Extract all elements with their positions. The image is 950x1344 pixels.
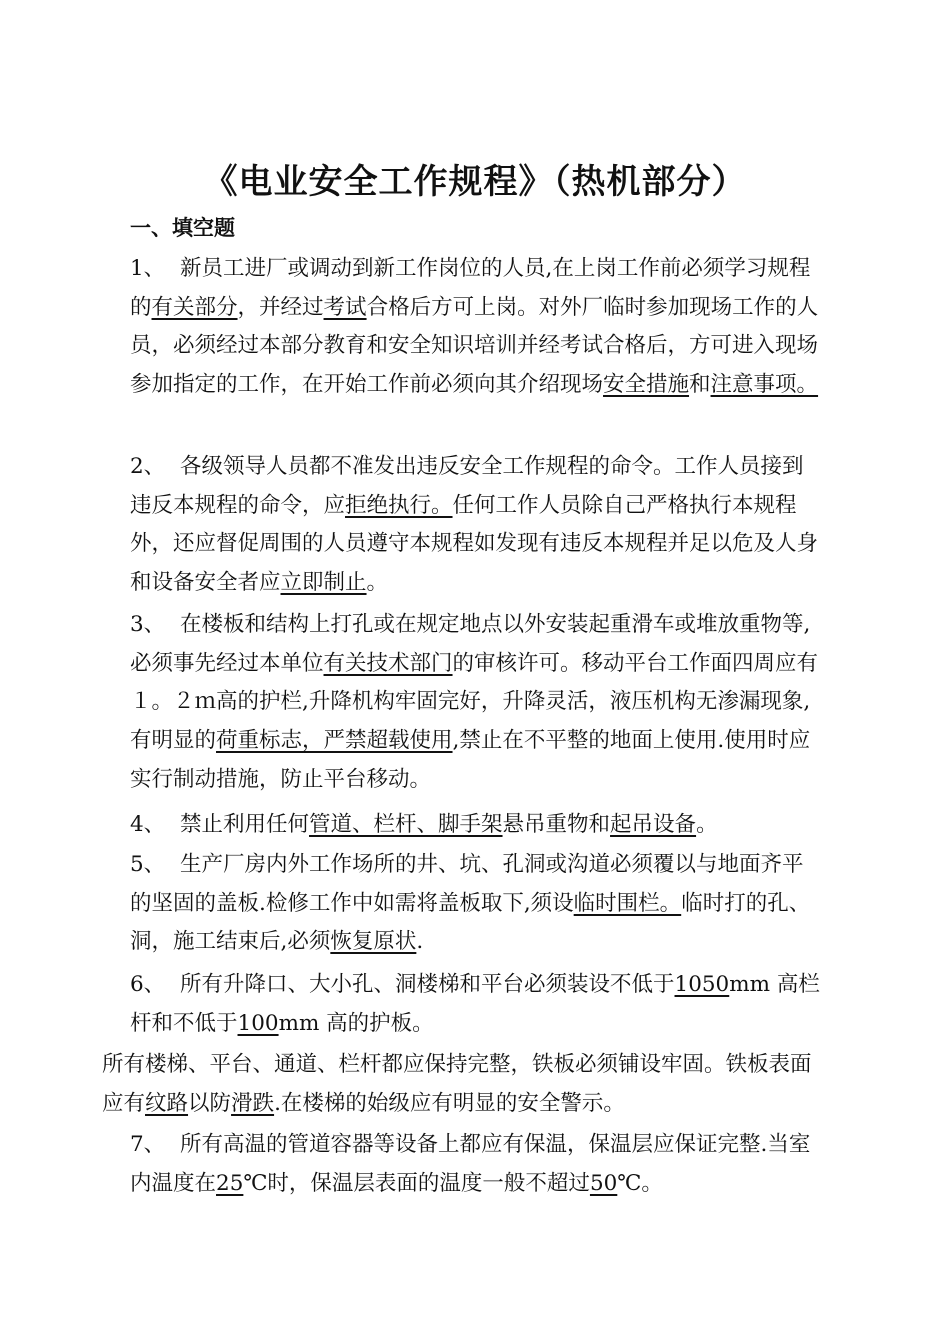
answer-blank: 25 <box>216 1170 244 1196</box>
paragraph-text <box>102 1052 812 1116</box>
text-run: ，并经过 <box>237 294 324 320</box>
answer-blank: 100 <box>237 1010 279 1036</box>
answer-blank: 50 <box>589 1170 618 1196</box>
text-run: 所有高温的管道容器等设备上都应有保温，保温层应保证完整.当室内温度在 <box>130 1132 811 1196</box>
question-number: 5、 <box>130 852 166 877</box>
question-text <box>130 256 818 397</box>
answer-blank: 管道、栏杆、脚手架 <box>309 812 503 837</box>
question-item-7 <box>130 1126 824 1203</box>
question-text <box>130 612 818 792</box>
text-run: 生产厂房内外工作场所的井、坑、孔洞或沟道必须覆以与地面齐平的坚固的盖板.检修工作中如需将盖板取下,须设 <box>130 852 804 916</box>
question-item-1 <box>130 250 824 405</box>
document-title: 《电业安全工作规程》（热机部分） <box>203 162 747 202</box>
section-heading: 一、填空题 <box>130 216 235 240</box>
answer-blank: 拒绝执行。 <box>345 492 453 518</box>
text-run: 悬吊重物和 <box>502 812 611 837</box>
text-run: ℃。 <box>617 1170 663 1196</box>
answer-blank: 有关技术部门 <box>323 650 453 676</box>
answer-blank: 有关部分 <box>151 294 238 320</box>
question-item-6 <box>130 966 824 1043</box>
text-run: mm 高栏杆和不低于 <box>130 972 820 1036</box>
text-run: ℃时，保温层表面的温度一般不超过 <box>243 1170 590 1196</box>
question-text <box>130 852 810 954</box>
text-run: 临时打的孔、洞，施工结束后,必须 <box>130 890 811 955</box>
answer-blank: 纹路 <box>145 1090 189 1116</box>
answer-blank: 临时围栏。 <box>573 890 682 916</box>
text-run: 任何工作人员除自己严格执行本规程外，还应督促周围的人员遵守本规程如发现有违反本规程并足以危及人身和设备安全者应 <box>130 492 819 596</box>
question-number: 4、 <box>130 812 166 837</box>
question-number: 2、 <box>130 454 166 479</box>
text-run: 所有楼梯、平台、通道、栏杆都应保持完整，铁板必须铺设牢固。铁板表面应有 <box>102 1052 812 1116</box>
text-run: . <box>416 929 424 955</box>
answer-blank: 荷重标志，严禁超载使用 <box>216 728 453 754</box>
text-run: 以防 <box>188 1090 232 1116</box>
text-run: ,禁止在不平整的地面上使用.使用时应实行制动措施，防止平台移动。 <box>130 728 811 792</box>
answer-blank: 安全措施 <box>603 372 690 398</box>
text-run: 。 <box>366 570 389 596</box>
text-run: 在楼板和结构上打孔或在规定地点以外安装起重滑车或堆放重物等,必须事先经过本单位 <box>130 612 811 676</box>
question-text <box>130 454 818 595</box>
answer-blank: 起吊设备 <box>610 812 697 837</box>
question-item-2 <box>130 448 824 603</box>
question-text <box>180 812 718 837</box>
question-number: 7、 <box>130 1132 166 1157</box>
answer-blank: 1050 <box>674 972 730 997</box>
text-run: 。 <box>696 812 718 837</box>
question-number: 6、 <box>130 972 166 997</box>
text-run: 所有升降口、大小孔、洞楼梯和平台必须装设不低于 <box>180 972 675 997</box>
answer-blank: 考试 <box>323 294 367 320</box>
question-item-3 <box>130 606 824 800</box>
question-number: 1、 <box>130 256 166 281</box>
question-text <box>130 972 820 1036</box>
plain-paragraph <box>102 1046 824 1123</box>
answer-blank: 立即制止 <box>280 570 367 596</box>
question-item-5 <box>130 846 824 962</box>
text-run: .在楼梯的始级应有明显的安全警示。 <box>274 1090 625 1116</box>
answer-blank: 注意事项。 <box>710 372 819 398</box>
text-run: 的审核许可。移动平台工作面四周应有１。２ｍ高的护栏,升降机构牢固完好，升降灵活，液压机构无渗漏现象,有明显的 <box>130 650 819 754</box>
text-run: 和 <box>689 372 711 398</box>
question-number: 3、 <box>130 612 166 637</box>
text-run: 新员工进厂或调动到新工作岗位的人员,在上岗工作前必须学习规程的 <box>130 256 811 320</box>
text-run: 合格后方可上岗。对外厂临时参加现场工作的人员，必须经过本部分教育和安全知识培训并经考试合格后，方可进入现场参加指定的工作，在开始工作前必须向其介绍现场 <box>130 294 819 398</box>
text-run: 禁止利用任何 <box>180 812 310 837</box>
answer-blank: 滑跌 <box>231 1090 275 1116</box>
answer-blank: 恢复原状 <box>330 929 417 955</box>
question-item-4 <box>130 806 824 845</box>
text-run: 各级领导人员都不准发出违反安全工作规程的命令。工作人员接到违反本规程的命令，应 <box>130 454 804 518</box>
text-run: mm 高的护板。 <box>278 1010 434 1036</box>
question-text <box>130 1132 810 1196</box>
